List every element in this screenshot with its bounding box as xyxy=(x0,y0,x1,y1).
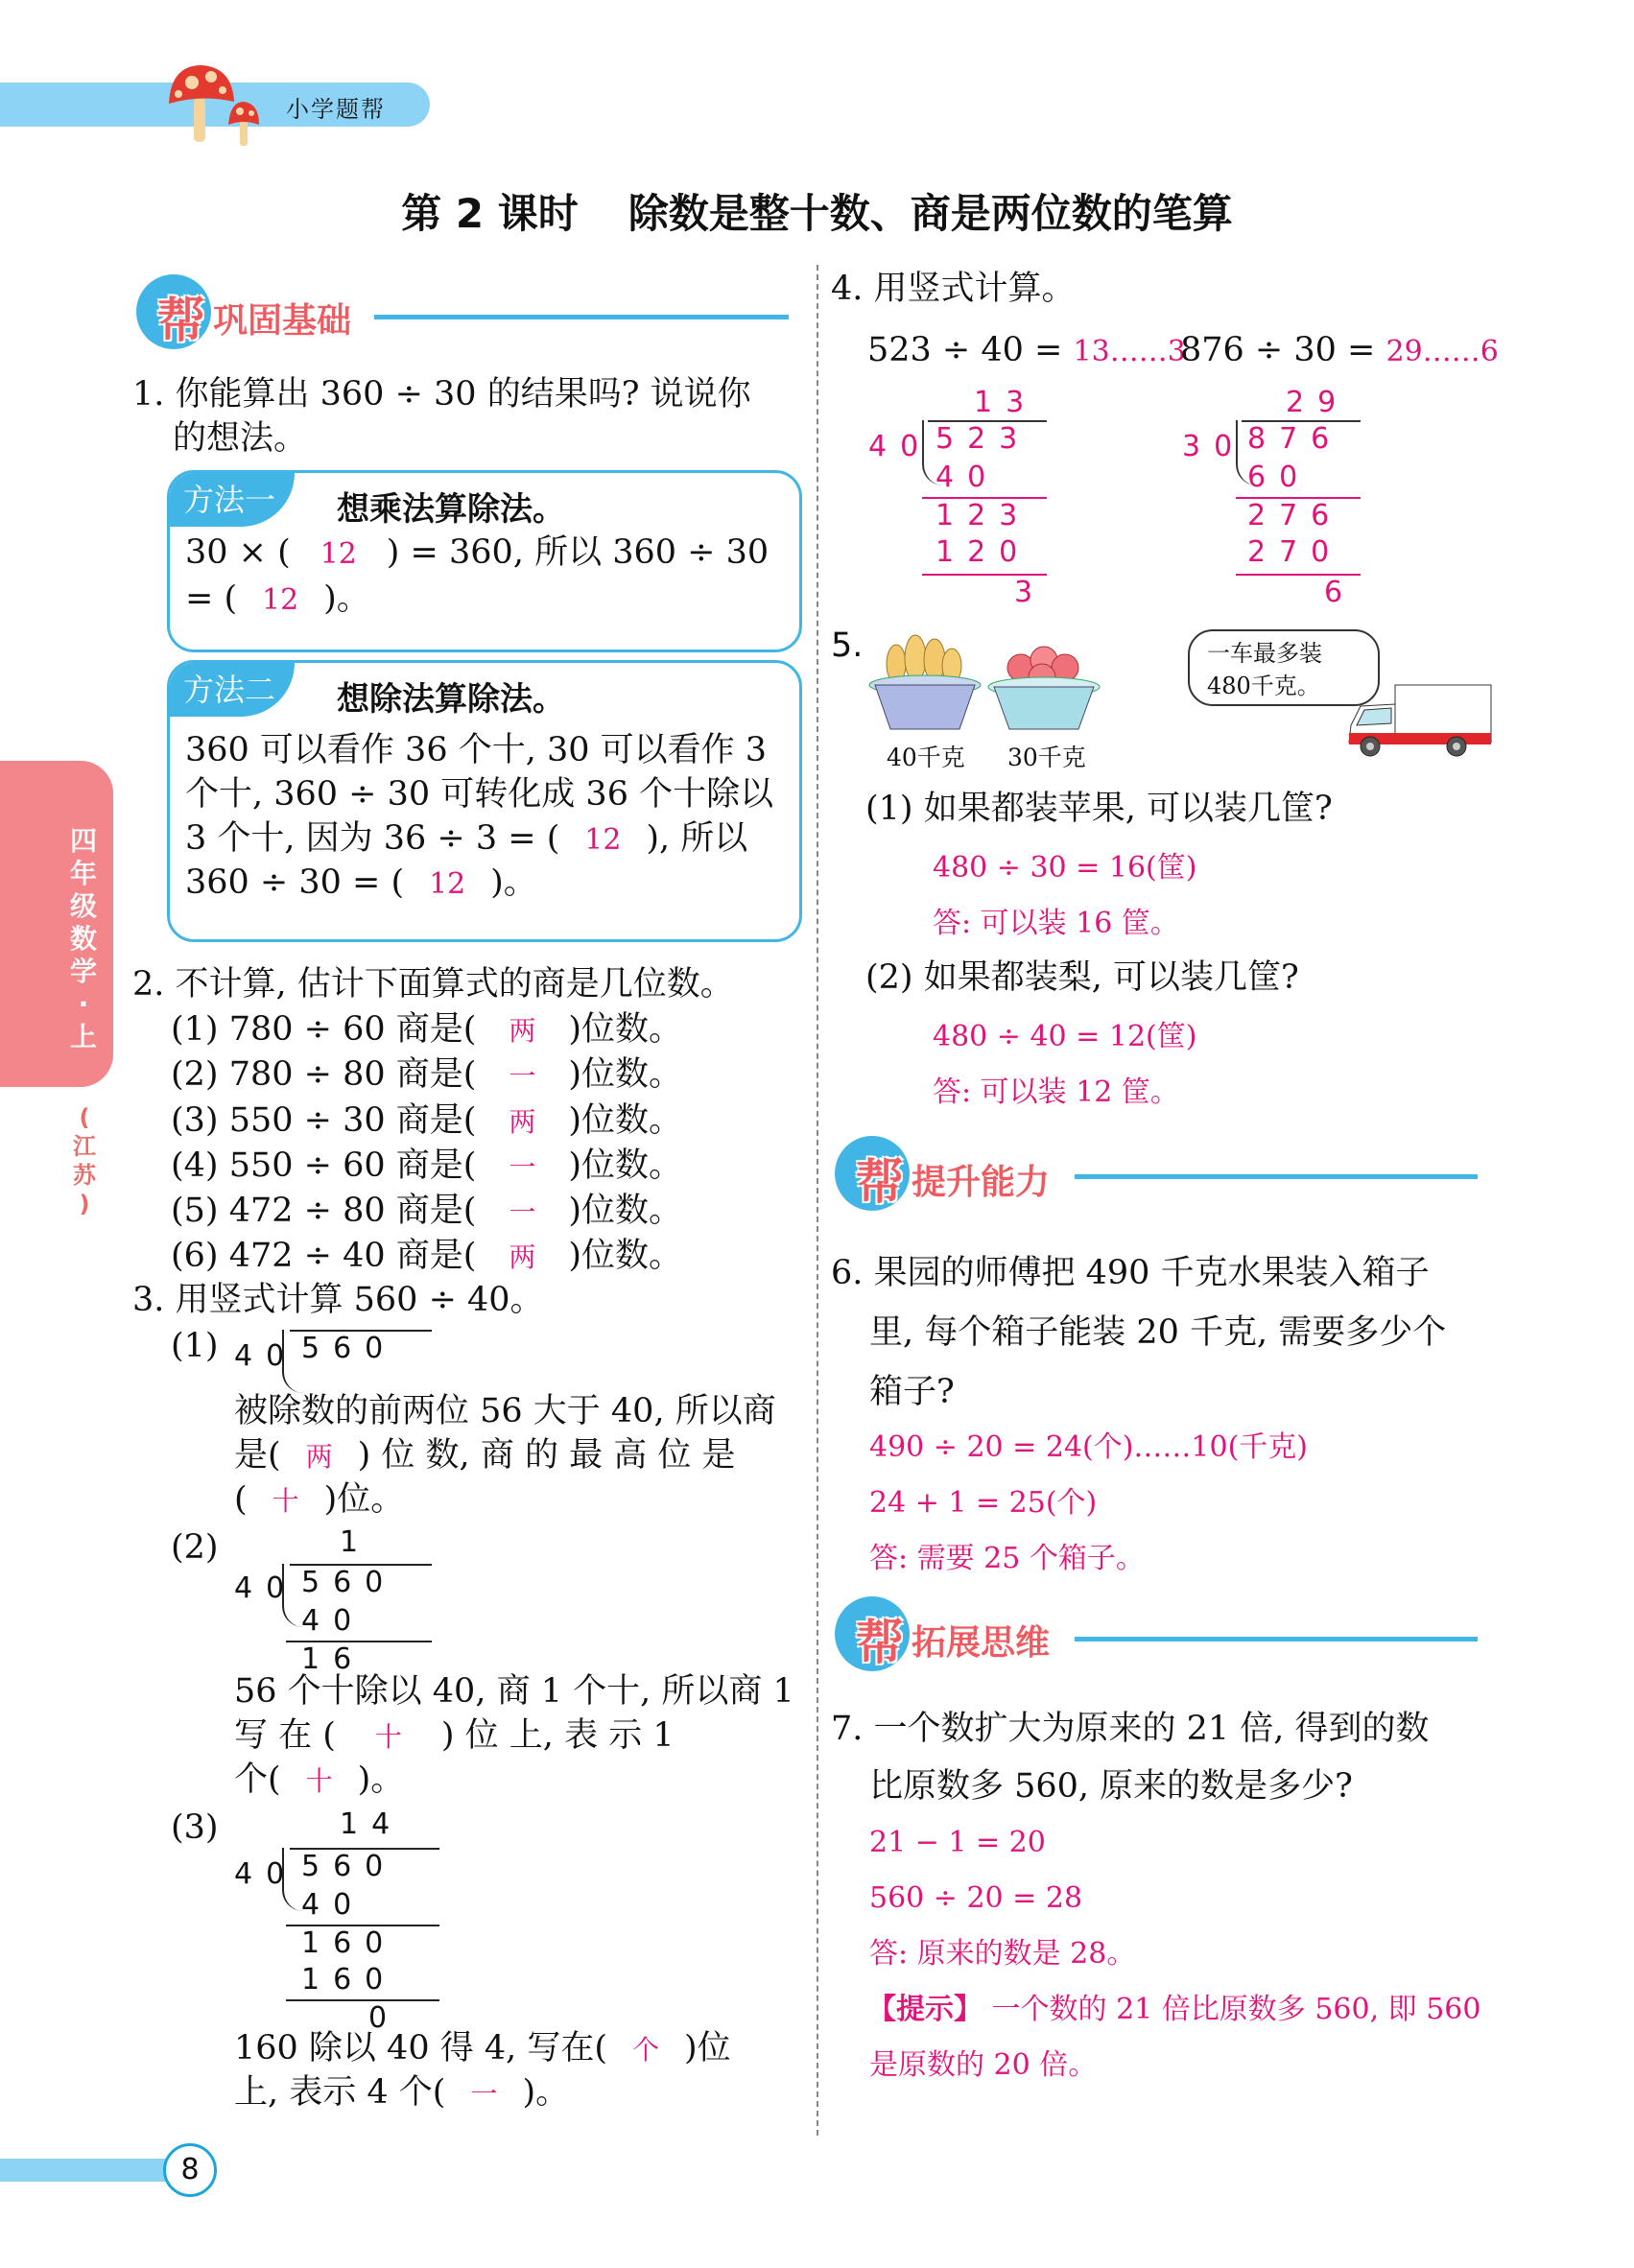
section-title: 拓展思维 xyxy=(912,1623,1051,1663)
lesson-number: 第 2 课时 xyxy=(401,190,579,237)
answer-blank: 12 xyxy=(320,537,357,571)
answer: 13……3 xyxy=(1073,335,1186,368)
long-division-4a: 13 40 523 40 123 120 3 xyxy=(868,386,1047,609)
side-tab-grade: 四 年 级 数 学 · 上 xyxy=(69,825,97,1052)
q3-prompt: 3. 用竖式计算 560 ÷ 40。 xyxy=(132,1281,544,1319)
q1-prompt-line1: 1. 你能算出 360 ÷ 30 的结果吗? 说说你 xyxy=(132,375,751,413)
method-heading: 想乘法算除法。 xyxy=(337,490,565,529)
answer: 29……6 xyxy=(1385,335,1499,368)
q2-prompt: 2. 不计算, 估计下面算式的商是几位数。 xyxy=(132,965,734,1004)
speech-bubble: 一车最多装 480千克。 xyxy=(1188,629,1380,706)
page-title xyxy=(0,182,1634,240)
section-expand: 帮 拓展思维 xyxy=(835,1596,1478,1683)
apple-weight-label: 30千克 xyxy=(1007,744,1086,771)
lesson-topic: 除数是整十数、商是两位数的笔算 xyxy=(628,190,1233,237)
mushroom-icon xyxy=(163,59,278,148)
list-item: (2) 780 ÷ 80 商是( 一 )位数。 xyxy=(171,1055,683,1095)
method-heading: 想除法算除法。 xyxy=(337,680,565,719)
footer-bar xyxy=(0,2159,182,2182)
page-number: 8 xyxy=(163,2143,217,2197)
method-one-line1: 30 × ( 12 ) = 360, 所以 360 ÷ 30 xyxy=(185,531,769,577)
long-division-2: 1 40 560 40 16 xyxy=(234,1525,426,1669)
list-item: (5) 472 ÷ 80 商是( 一 )位数。 xyxy=(171,1192,683,1231)
list-item: (3) 550 ÷ 30 商是( 两 )位数。 xyxy=(171,1100,683,1140)
answer-blank: 12 xyxy=(429,867,466,901)
brand-name: 小学题帮 xyxy=(286,96,386,123)
pear-weight-label: 40千克 xyxy=(887,744,965,771)
fruit-baskets-illustration xyxy=(867,626,1117,731)
method-tag: 方法二 xyxy=(170,663,295,717)
method-two-box: 方法二 想除法算除法。 360 可以看作 36 个十, 30 可以看作 3 个十, 360 ÷ 30 可转化成 36 个十除以 3 个十, 因为 36 ÷ 3 = ( 12 ), 所以 360 ÷ 30 = ( 12 )。 xyxy=(167,660,802,942)
side-tab-region: ( 江 苏 ) xyxy=(73,1104,96,1217)
column-divider xyxy=(817,265,818,2136)
q1-prompt-line2: 的想法。 xyxy=(173,419,308,458)
list-item: (1) 780 ÷ 60 商是( 两 )位数。 xyxy=(171,1010,683,1049)
section-title: 提升能力 xyxy=(912,1163,1051,1202)
answer-blank: 12 xyxy=(584,823,622,857)
q2-list xyxy=(171,1007,682,1280)
pear-basket-icon xyxy=(869,635,981,729)
method-one-box xyxy=(167,470,802,652)
hint-label: 【提示】 xyxy=(867,1993,983,2026)
q4-prompt: 4. 用竖式计算。 xyxy=(831,270,1076,308)
section-basic: 帮 巩固基础 xyxy=(136,274,789,361)
long-division-3: 14 40 560 40 160 160 0 xyxy=(234,1807,426,2019)
answer-blank: 12 xyxy=(262,583,299,617)
list-item: (6) 472 ÷ 40 商是( 两 )位数。 xyxy=(171,1237,683,1276)
list-item: (4) 550 ÷ 60 商是( 一 )位数。 xyxy=(171,1146,683,1185)
long-division-4b: 29 30 876 60 276 270 6 xyxy=(1182,386,1393,616)
truck-icon xyxy=(1341,683,1495,769)
section-title: 巩固基础 xyxy=(213,301,352,341)
method-one-line2: = ( 12 )。 xyxy=(185,577,370,623)
hint: 【提示】 一个数的 21 倍比原数多 560, 即 560 xyxy=(867,1993,1481,2026)
method-tag: 方法一 xyxy=(170,473,295,527)
long-division-1: 40 560 xyxy=(234,1330,426,1406)
section-improve: 帮 提升能力 xyxy=(835,1136,1478,1222)
apple-basket-icon xyxy=(988,647,1100,729)
